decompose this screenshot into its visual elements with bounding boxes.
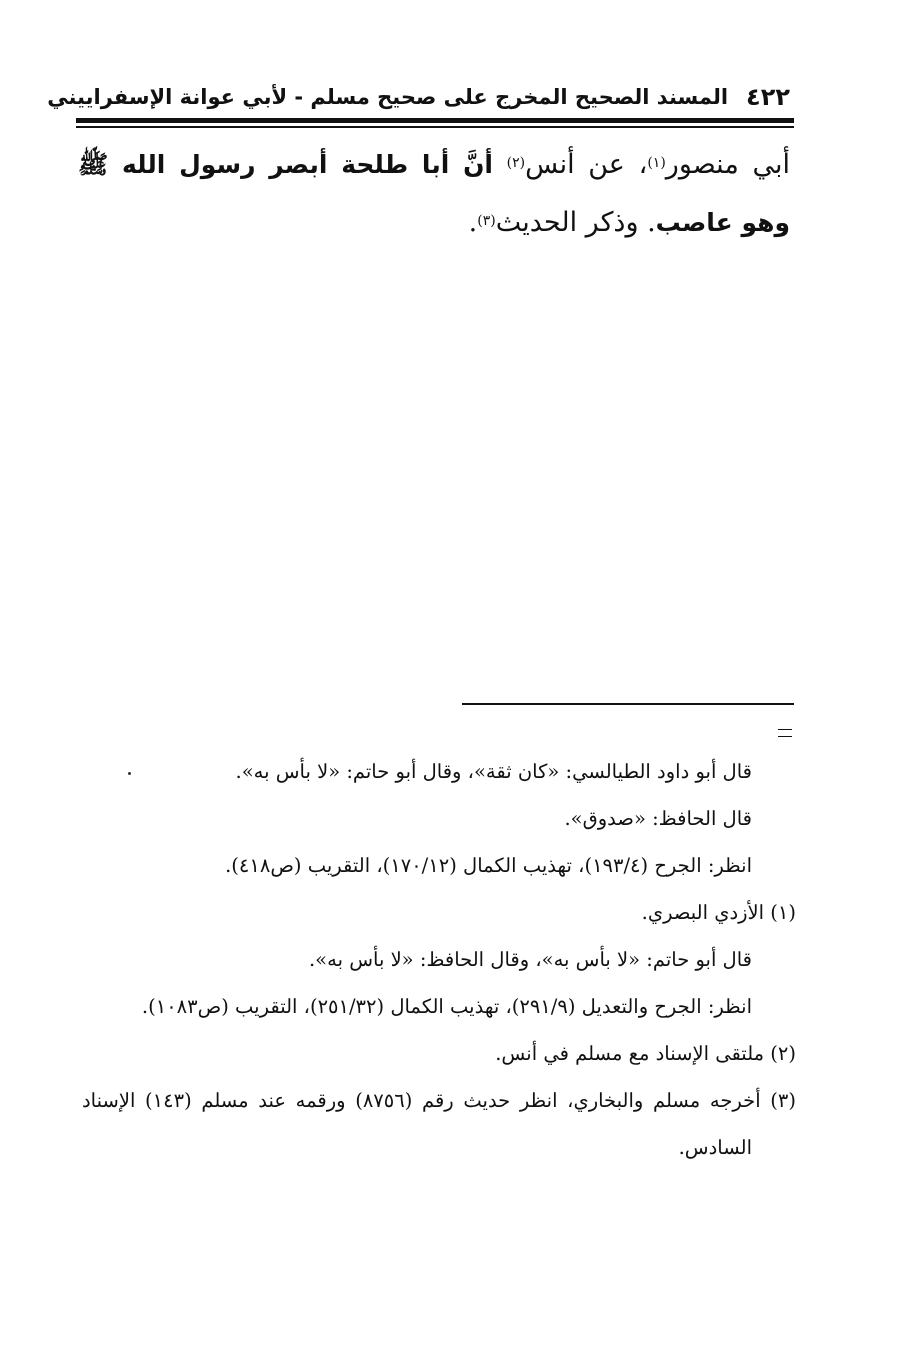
continuation-mark [778,729,792,737]
footnote-continued-line: انظر: الجرح (١٩٣/٤)، تهذيب الكمال (١٧٠/١٢)، التقريب (ص٤١٨). [225,854,752,877]
footnote-ref-2: (٢) [506,155,526,171]
page-number: ٤٢٢ [746,83,790,111]
text-segment: ، عن أنس [525,149,648,180]
footnotes [82,748,796,1171]
text-segment: أبي منصور [665,149,790,180]
header-rule-thin [76,126,794,128]
running-header [47,78,790,116]
footnote-continued-line: قال الحافظ: «صدوق». [564,807,752,830]
footnote-continued-line: قال أبو داود الطيالسي: «كان ثقة»، وقال أبو حاتم: «لا بأس به». [235,760,752,783]
footnote-1-line: قال أبو حاتم: «لا بأس به»، وقال الحافظ: «لا بأس به». [308,948,752,971]
hadith-text: أنَّ أبا طلحة أبصر رسول الله ﷺ وهو عاصب [78,150,790,237]
footnote-ref-1: (١) [647,155,666,171]
main-text [78,136,790,252]
footnote-2: (٢) ملتقى الإسناد مع مسلم في أنس. [495,1042,796,1065]
footnote-3: (٣) أخرجه مسلم والبخاري، انظر حديث رقم (٨٧٥٦) ورقمه عند مسلم (١٤٣) الإسناد السادس. [82,1089,796,1159]
footnote-1-head: (١) الأزدي البصري. [641,901,796,924]
header-rule-thick [76,118,794,123]
text-segment: . [468,207,478,238]
footnote-1-line: انظر: الجرح والتعديل (٢٩١/٩)، تهذيب الكمال (٢٥١/٣٢)، التقريب (ص١٠٨٣). [141,995,752,1018]
footnote-separator [462,703,794,705]
header-title: المسند الصحيح المخرج على صحيح مسلم - لأبي عوانة الإسفراييني [47,85,729,109]
footnote-ref-3: (٣) [477,213,496,229]
text-segment: . وذكر الحديث [495,207,656,238]
